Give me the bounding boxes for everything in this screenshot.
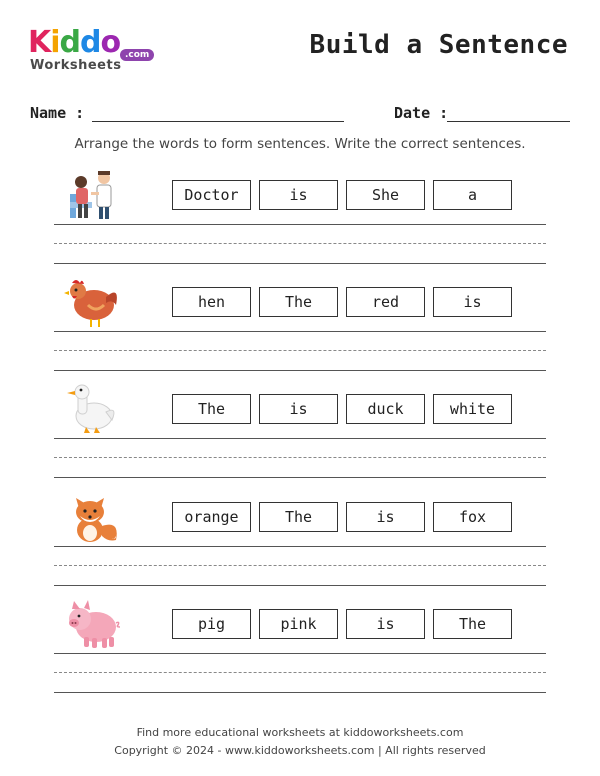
exercise-row bbox=[0, 168, 600, 276]
logo-dotcom: .com bbox=[120, 49, 154, 61]
writing-line-mid bbox=[54, 672, 546, 673]
word-tile[interactable]: is bbox=[259, 180, 338, 210]
logo-subtitle: Worksheets bbox=[30, 58, 122, 73]
word-tile[interactable]: The bbox=[259, 287, 338, 317]
word-tile[interactable]: is bbox=[346, 502, 425, 532]
page-title: Build a Sentence bbox=[309, 30, 568, 60]
hen-icon bbox=[62, 275, 122, 331]
word-tile[interactable]: red bbox=[346, 287, 425, 317]
logo-wordmark: Kiddo bbox=[28, 25, 121, 60]
footer-promo: Find more educational worksheets at kiddoworksheets.com bbox=[136, 726, 464, 739]
duck-icon bbox=[62, 382, 122, 438]
writing-line-top[interactable] bbox=[54, 438, 546, 439]
word-tile[interactable]: white bbox=[433, 394, 512, 424]
name-field[interactable] bbox=[92, 121, 344, 122]
writing-line-base[interactable] bbox=[54, 585, 546, 586]
writing-line-mid bbox=[54, 457, 546, 458]
site-logo bbox=[28, 26, 158, 76]
exercise-row bbox=[0, 382, 600, 490]
word-tile[interactable]: is bbox=[259, 394, 338, 424]
word-tile[interactable]: The bbox=[433, 609, 512, 639]
exercise-row bbox=[0, 597, 600, 705]
writing-line-base[interactable] bbox=[54, 692, 546, 693]
word-tile[interactable]: Doctor bbox=[172, 180, 251, 210]
word-tile[interactable]: pig bbox=[172, 609, 251, 639]
word-tile[interactable]: a bbox=[433, 180, 512, 210]
pig-icon bbox=[62, 597, 122, 653]
writing-line-top[interactable] bbox=[54, 653, 546, 654]
fox-icon bbox=[62, 490, 122, 546]
writing-line-top[interactable] bbox=[54, 224, 546, 225]
writing-line-base[interactable] bbox=[54, 477, 546, 478]
word-tile[interactable]: pink bbox=[259, 609, 338, 639]
name-label: Name : bbox=[30, 104, 85, 122]
word-tile[interactable]: orange bbox=[172, 502, 251, 532]
word-tile[interactable]: hen bbox=[172, 287, 251, 317]
writing-line-base[interactable] bbox=[54, 370, 546, 371]
writing-line-top[interactable] bbox=[54, 331, 546, 332]
date-field[interactable] bbox=[447, 121, 570, 122]
writing-line-mid bbox=[54, 350, 546, 351]
exercise-row bbox=[0, 275, 600, 383]
word-tile[interactable]: is bbox=[433, 287, 512, 317]
instructions: Arrange the words to form sentences. Write the correct sentences. bbox=[74, 136, 526, 152]
word-tile[interactable]: She bbox=[346, 180, 425, 210]
word-tile[interactable]: fox bbox=[433, 502, 512, 532]
date-label: Date : bbox=[394, 104, 449, 122]
writing-line-top[interactable] bbox=[54, 546, 546, 547]
word-tile[interactable]: duck bbox=[346, 394, 425, 424]
writing-line-mid bbox=[54, 565, 546, 566]
exercise-row bbox=[0, 490, 600, 598]
word-tile[interactable]: The bbox=[172, 394, 251, 424]
doctor-icon bbox=[62, 168, 122, 224]
writing-line-base[interactable] bbox=[54, 263, 546, 264]
word-tile[interactable]: The bbox=[259, 502, 338, 532]
footer-copyright: Copyright © 2024 - www.kiddoworksheets.com | All rights reserved bbox=[114, 744, 486, 757]
writing-line-mid bbox=[54, 243, 546, 244]
word-tile[interactable]: is bbox=[346, 609, 425, 639]
